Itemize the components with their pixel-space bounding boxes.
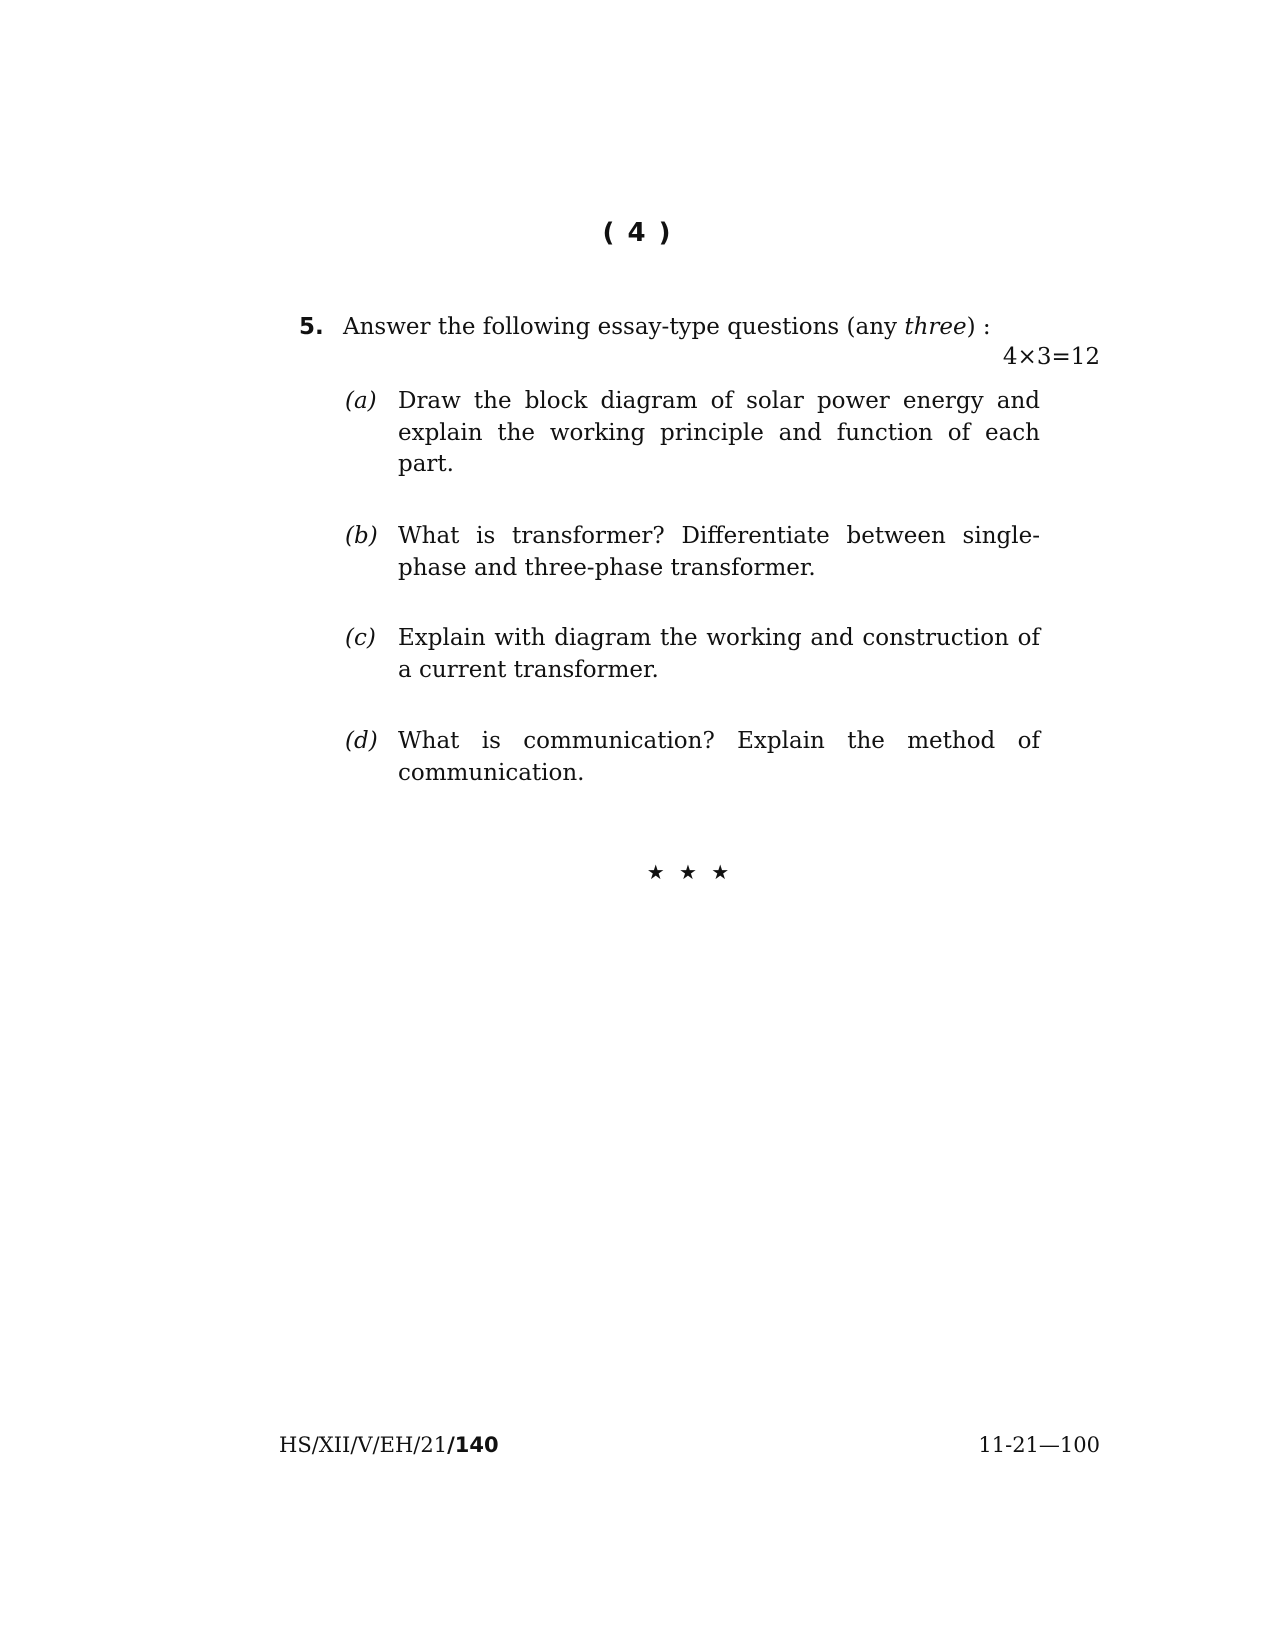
sub-question-d — [345, 726, 1040, 789]
sub-question-b — [345, 521, 1040, 584]
sub-question-text: What is transformer? Differentiate between single-phase and three-phase transformer. — [398, 523, 1040, 581]
question-instruction: Answer the following essay-type questions (any three) : — [343, 314, 991, 340]
sub-question-text: Explain with diagram the working and construction of a current transformer. — [398, 625, 1040, 683]
sub-question-text: What is communication? Explain the method of communication. — [398, 728, 1040, 786]
sub-question-label: (b) — [345, 523, 378, 549]
sub-question-c — [345, 623, 1040, 686]
sub-question-a — [345, 386, 1040, 481]
sub-question-label: (c) — [345, 625, 376, 651]
question-header — [299, 312, 1099, 342]
marks-allocation: 4×3=12 — [1002, 344, 1100, 370]
sub-question-label: (a) — [345, 388, 377, 414]
sub-question-text: Draw the block diagram of solar power energy and explain the working principle and function of each part. — [398, 388, 1040, 477]
paper-code: HS/XII/V/EH/21/140 — [279, 1433, 499, 1457]
question-number: 5. — [299, 314, 324, 340]
page-number: ( 4 ) — [602, 218, 673, 248]
end-of-paper-stars: ★ ★ ★ — [646, 860, 734, 884]
print-code: 11-21—100 — [978, 1433, 1100, 1457]
sub-question-label: (d) — [345, 728, 378, 754]
